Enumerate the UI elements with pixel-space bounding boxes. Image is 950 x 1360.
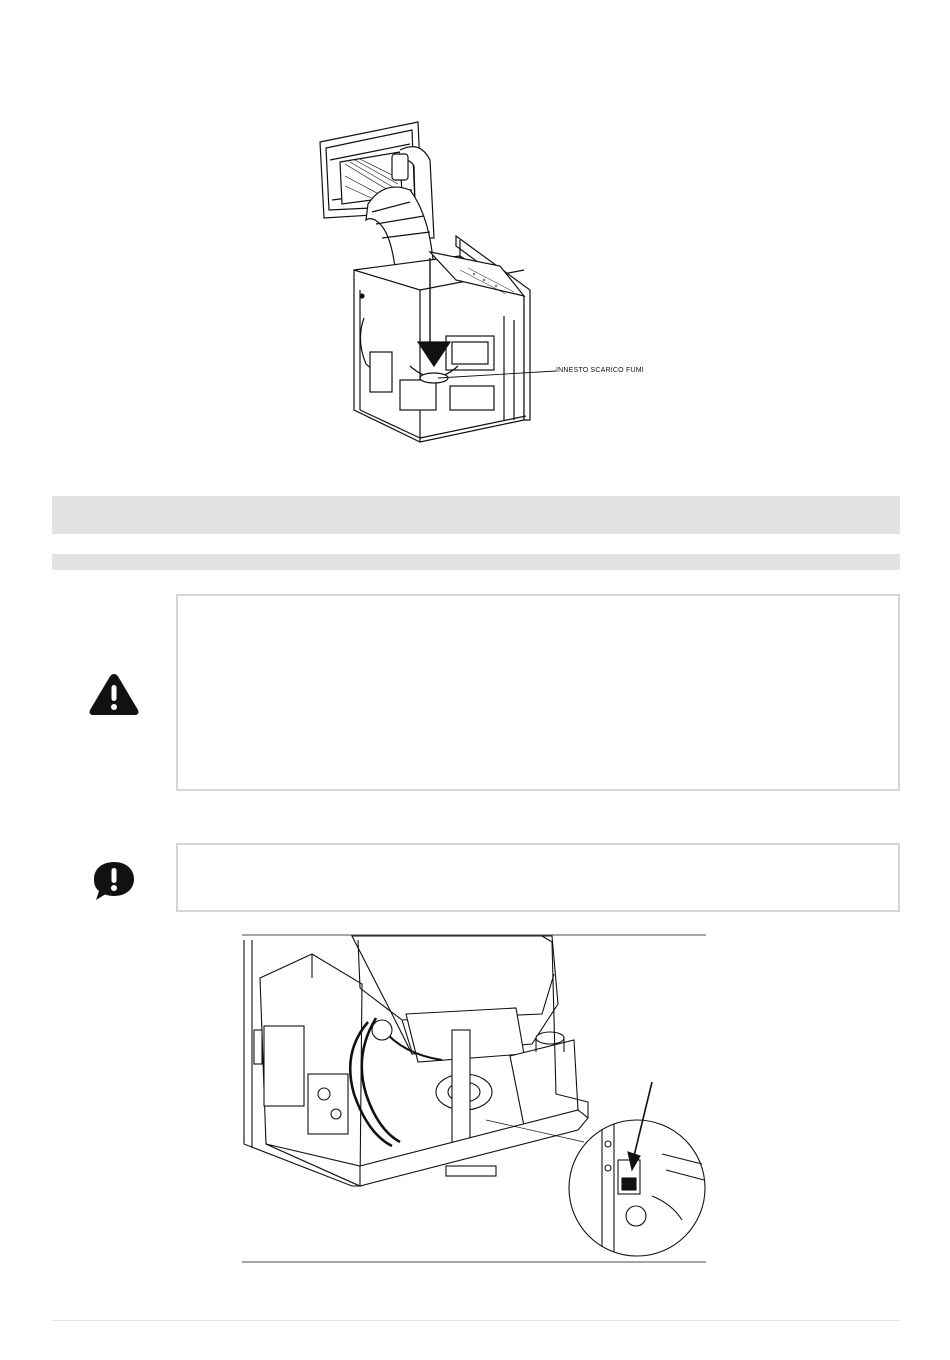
top-technical-drawing — [300, 120, 560, 450]
important-notice-box — [176, 843, 900, 912]
callout-label-flue-connection: INNESTO SCARICO FUMI — [556, 367, 644, 374]
warning-notice-box — [176, 594, 900, 791]
exclamation-speech-icon — [92, 860, 138, 902]
section-heading-bar — [52, 496, 900, 534]
warning-triangle-icon — [88, 670, 140, 718]
subsection-heading-bar — [52, 554, 900, 570]
footer-divider — [52, 1320, 900, 1321]
bottom-technical-drawing — [242, 934, 708, 1264]
